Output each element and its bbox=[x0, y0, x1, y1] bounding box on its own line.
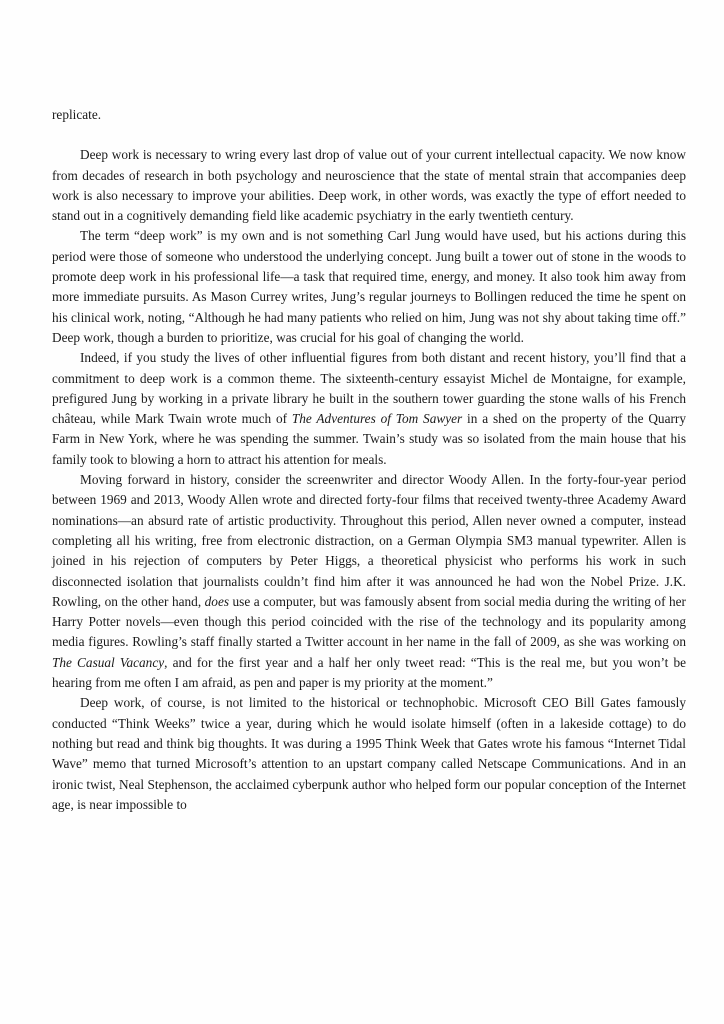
paragraph-text-run: Indeed, if you study the lives of other influential figures from both distant and recent history, you’ll find that a commitment to deep work is a common theme. The sixteenth-century essayist Michel de Montaigne, for example, prefigured Jung by working in a private library he built in the southern tower guarding the stone walls of his French château, while Mark Twain wrote much of bbox=[52, 350, 686, 427]
paragraph-woody-allen bbox=[52, 470, 686, 693]
italic-title-text: The Adventures of Tom Sawyer bbox=[291, 411, 463, 427]
paragraph-continuation bbox=[52, 105, 686, 125]
paragraph-text-run: Deep work is necessary to wring every last drop of value out of your current intellectual capacity. We now know from decades of research in both psychology and neuroscience that the state of mental strain that accompanies deep work is also necessary to improve your abilities. Deep work, in other words, was exactly the type of effort needed to stand out in a cognitively demanding field like academic psychiatry in the early twentieth century. bbox=[52, 147, 686, 224]
italic-title-text: The Casual Vacancy bbox=[52, 654, 165, 670]
paragraph-influential-figures bbox=[52, 348, 686, 470]
paragraph-text-run: The term “deep work” is my own and is not something Carl Jung would have used, but his actions during this period were those of someone who understood the underlying concept. Jung built a tower out of stone in the woods to promote deep work in his professional life—a task that required time, energy, and money. It also took him away from more immediate pursuits. As Mason Currey writes, Jung’s regular journeys to Bollingen reduced the time he spent on his clinical work, noting, “Although he had many patients who relied on him, Jung was not shy about taking time off.” Deep work, though a burden to prioritize, was crucial for his goal of changing the world. bbox=[52, 228, 686, 345]
paragraph-text-run: in a shed on the property of the Quarry Farm in New York, where he was spending the summer. Twain’s study was so isolated from the main house that his family took to blowing a horn to attract his attention for meals. bbox=[52, 411, 686, 467]
paragraph-term-deep-work bbox=[52, 226, 686, 348]
paragraph-text-run: Moving forward in history, consider the screenwriter and director Woody Allen. In the forty-four-year period between 1969 and 2013, Woody Allen wrote and directed forty-four films that received twenty-three Academy Award nominations—an absurd rate of artistic productivity. Throughout this period, Allen never owned a computer, instead completing all his writing, free from electronic distraction, on a German Olympia SM3 manual typewriter. Allen is joined in his rejection of computers by Peter Higgs, a theoretical physicist who performs his work in such disconnected isolation that journalists couldn’t find him after it was announced he had won the Nobel Prize. J.K. Rowling, on the other hand, bbox=[52, 472, 686, 609]
paragraph-text-run: , and for the first year and a half her only tweet read: “This is the real me, but you won’t be hearing from me often I am afraid, as pen and paper is my priority at the moment.” bbox=[52, 654, 687, 691]
paragraph-deep-work-necessary bbox=[52, 145, 686, 226]
italic-title-text: does bbox=[204, 593, 230, 609]
paragraph-bill-gates bbox=[52, 693, 686, 815]
paragraph-text-run: replicate. bbox=[52, 107, 102, 122]
paragraph-text-run: use a computer, but was famously absent from social media during the writing of her Harry Potter novels—even though this period coincided with the rise of the technology and its popularity among media figures. Rowling’s staff finally started a Twitter account in her name in the fall of 2009, as she was working on bbox=[52, 593, 686, 650]
body-text bbox=[52, 105, 686, 815]
paragraph-text-run: Deep work, of course, is not limited to the historical or technophobic. Microsoft CEO Bill Gates famously conducted “Think Weeks” twice a year, during which he would isolate himself (often in a lakeside cottage) to do nothing but read and think big thoughts. It was during a 1995 Think Week that Gates wrote his famous “Internet Tidal Wave” memo that turned Microsoft’s attention to an upstart company called Netscape Communications. And in an ironic twist, Neal Stephenson, the acclaimed cyberpunk author who helped form our popular conception of the Internet age, is near impossible to bbox=[52, 695, 686, 812]
